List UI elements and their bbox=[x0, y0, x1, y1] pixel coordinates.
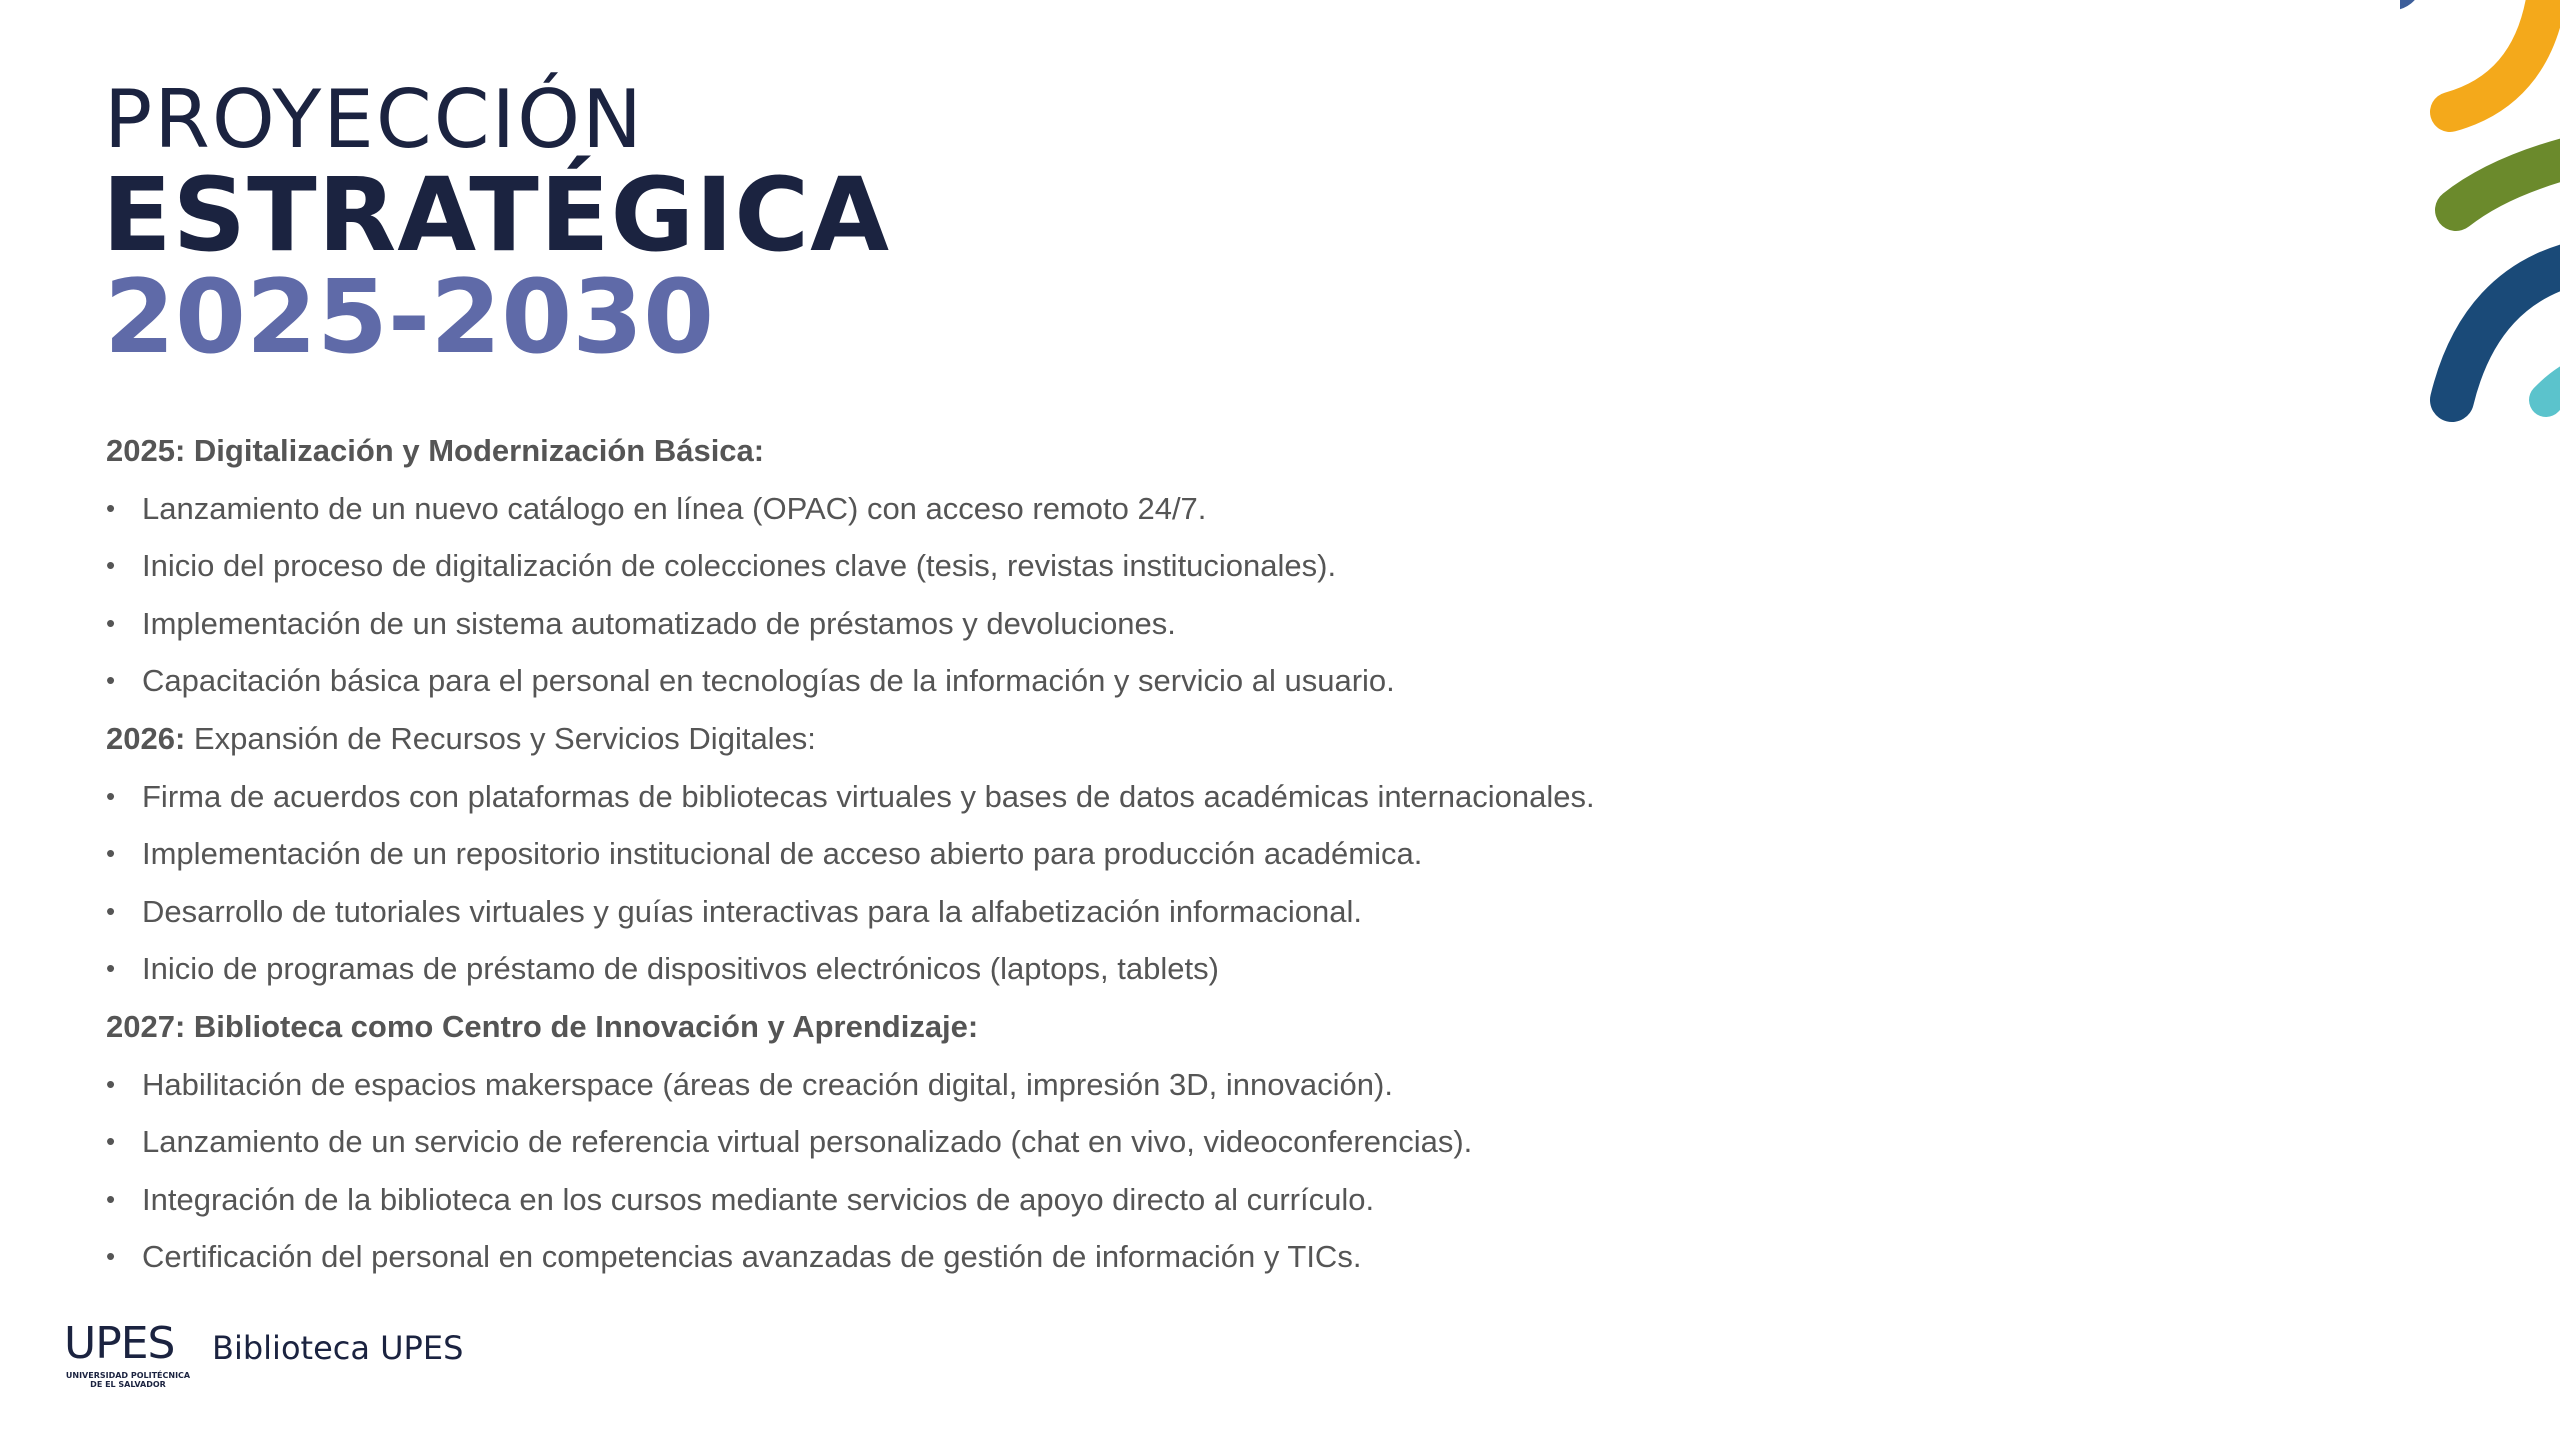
bullet-icon: • bbox=[106, 1183, 116, 1214]
bullet-icon: • bbox=[106, 1126, 116, 1157]
list-item bbox=[106, 1113, 2006, 1171]
list-item bbox=[106, 595, 2006, 653]
list-item-text: Desarrollo de tutoriales virtuales y guías interactivas para la alfabetización informacional. bbox=[142, 893, 1362, 929]
list-item-text: Inicio del proceso de digitalización de colecciones clave (tesis, revistas institucionales). bbox=[142, 548, 1337, 584]
list-item-text: Lanzamiento de un servicio de referencia virtual personalizado (chat en vivo, videoconferencias). bbox=[142, 1124, 1473, 1160]
list-item bbox=[106, 883, 2006, 941]
upes-logo-subtitle-2: DE EL SALVADOR bbox=[90, 1380, 166, 1389]
list-item bbox=[106, 940, 2006, 998]
section-title: Digitalización y Modernización Básica: bbox=[193, 433, 765, 468]
deco-green-stroke bbox=[2456, 155, 2560, 210]
section-title: Biblioteca como Centro de Innovación y Aprendizaje: bbox=[193, 1008, 979, 1044]
list-item bbox=[106, 537, 2006, 595]
list-item-text: Lanzamiento de un nuevo catálogo en línea (OPAC) con acceso remoto 24/7. bbox=[142, 490, 1207, 526]
list-item-text: Inicio de programas de préstamo de dispositivos electrónicos (laptops, tablets) bbox=[142, 951, 1219, 987]
list-item-text: Implementación de un sistema automatizado de préstamos y devoluciones. bbox=[142, 605, 1176, 641]
list-item bbox=[106, 1171, 2006, 1229]
bullet-icon: • bbox=[106, 665, 116, 696]
list-item bbox=[106, 1056, 2006, 1114]
list-item bbox=[106, 1228, 2006, 1286]
bullet-icon: • bbox=[106, 1241, 116, 1272]
deco-yellow-stroke bbox=[2450, 0, 2546, 112]
list-item-text: Integración de la biblioteca en los cursos mediante servicios de apoyo directo al currículo. bbox=[142, 1181, 1375, 1217]
bullet-icon: • bbox=[106, 492, 116, 523]
section-year: 2025: bbox=[106, 433, 186, 468]
bullet-icon: • bbox=[106, 953, 116, 984]
section-heading bbox=[106, 710, 2006, 768]
list-item-text: Certificación del personal en competencias avanzadas de gestión de información y TICs. bbox=[142, 1239, 1362, 1275]
section-year: 2027: bbox=[106, 1008, 186, 1044]
upes-logo-word: UPES bbox=[64, 1318, 175, 1369]
list-item bbox=[106, 768, 2006, 826]
title-line-estrategica: ESTRATÉGICA bbox=[102, 156, 891, 275]
list-item-text: Capacitación básica para el personal en tecnologías de la información y servicio al usuario. bbox=[142, 663, 1395, 699]
list-item-text: Implementación de un repositorio institucional de acceso abierto para producción académica. bbox=[142, 836, 1423, 872]
bullet-icon: • bbox=[106, 550, 116, 581]
list-item bbox=[106, 825, 2006, 883]
bullet-icon: • bbox=[106, 895, 116, 926]
title-line-years: 2025-2030 bbox=[104, 258, 715, 377]
bullet-icon: • bbox=[106, 838, 116, 869]
strategy-content bbox=[106, 422, 2006, 1286]
bullet-icon: • bbox=[106, 1068, 116, 1099]
section-heading bbox=[106, 422, 2006, 480]
list-item-text: Firma de acuerdos con plataformas de bibliotecas virtuales y bases de datos académicas internacionales. bbox=[142, 778, 1595, 814]
deco-teal-stroke bbox=[2546, 370, 2560, 400]
upes-logo-subtitle-1: UNIVERSIDAD POLITÉCNICA bbox=[65, 1371, 191, 1380]
title-line-proyeccion: PROYECCIÓN bbox=[104, 73, 644, 166]
section-title: Expansión de Recursos y Servicios Digitales: bbox=[193, 720, 816, 756]
bullet-icon: • bbox=[106, 607, 116, 638]
decorative-strokes bbox=[2400, 0, 2560, 440]
list-item bbox=[106, 652, 2006, 710]
list-item-text: Habilitación de espacios makerspace (áreas de creación digital, impresión 3D, innovación). bbox=[142, 1066, 1393, 1102]
section-year: 2026: bbox=[106, 720, 186, 756]
upes-logo bbox=[64, 1318, 192, 1389]
footer-label: Biblioteca UPES bbox=[212, 1329, 464, 1367]
section-heading bbox=[106, 998, 2006, 1056]
bullet-icon: • bbox=[106, 780, 116, 811]
list-item bbox=[106, 480, 2006, 538]
